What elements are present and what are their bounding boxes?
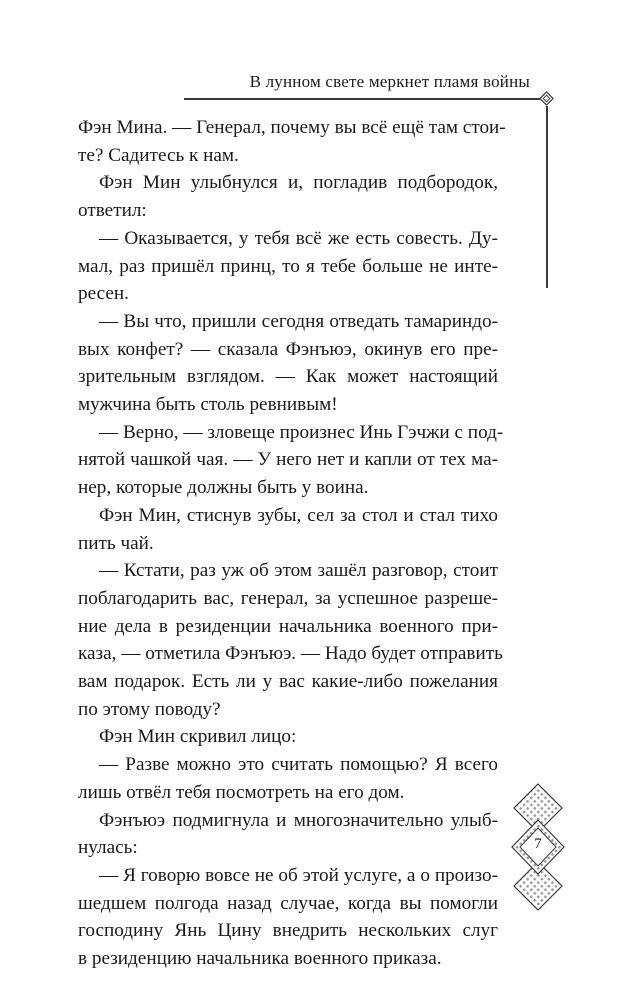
text-line: лишь отвёл тебя посмотреть на его дом. <box>78 781 405 803</box>
header-rule <box>184 98 540 100</box>
diamond-ornament-icon <box>539 91 554 106</box>
text-line: вам подарок. Есть ли у вас какие-либо пожелания <box>78 671 498 693</box>
text-line: — Кстати, раз уж об этом зашёл разговор, стоит <box>99 560 498 582</box>
text-line: Фэн Мин улыбнулся и, погладив подбородок, <box>99 172 498 194</box>
text-line: — Вы что, пришли сегодня отведать тамариндо- <box>99 310 498 332</box>
text-line: ресен. <box>78 283 129 305</box>
page-number: 7 <box>534 836 542 852</box>
text-line: вых конфет? — сказала Фэнъюэ, окинув его пре- <box>78 338 498 360</box>
text-line: нятой чашкой чая. — У него нет и капли от тех ма- <box>78 449 498 471</box>
running-head: В лунном свете меркнет пламя войны <box>249 72 530 91</box>
text-line: по этому поводу? <box>78 698 221 720</box>
text-line: в резиденцию начальника военного приказа. <box>78 948 442 970</box>
text-line: те? Садитесь к нам. <box>78 144 239 166</box>
text-line: — Разве можно это считать помощью? Я всего <box>99 754 498 776</box>
text-line: поблагодарить вас, генерал, за успешное разреше- <box>78 587 498 609</box>
text-line: Фэн Мина. — Генерал, почему вы всё ещё там стои- <box>78 117 506 138</box>
body-text <box>78 114 506 973</box>
text-line: господину Янь Цину внедрить нескольких слуг <box>78 920 498 942</box>
text-line: ние дела в резиденции начальника военного при- <box>78 615 498 637</box>
text-line: мужчина быть столь ревнивым! <box>78 394 338 416</box>
margin-rule <box>546 106 548 288</box>
text-line: — Верно, — зловеще произнес Инь Гэчжи с под- <box>99 421 504 443</box>
text-line: ответил: <box>78 200 147 222</box>
text-line: пить чай. <box>78 532 154 554</box>
text-line: нулась: <box>78 837 138 859</box>
text-line: Фэн Мин, стиснув зубы, сел за стол и стал тихо <box>99 504 498 526</box>
text-line: — Оказывается, у тебя всё же есть совесть. Ду- <box>99 227 498 249</box>
text-line: Фэн Мин скривил лицо: <box>99 726 297 748</box>
text-line: шедшем полгода назад случае, когда вы помогли <box>78 892 498 914</box>
text-line: нер, которые должны быть у воина. <box>78 477 369 499</box>
text-line: каза, — отметила Фэнъюэ. — Надо будет отправить <box>78 643 503 665</box>
text-line: — Я говорю вовсе не об этой услуге, а о произо- <box>99 864 498 886</box>
text-line: зрительным взглядом. — Как может настоящий <box>78 366 498 388</box>
text-line: мал, раз пришёл принц, то я тебе больше не инте- <box>78 255 498 277</box>
text-line: Фэнъюэ подмигнула и многозначительно улыб- <box>99 809 498 831</box>
